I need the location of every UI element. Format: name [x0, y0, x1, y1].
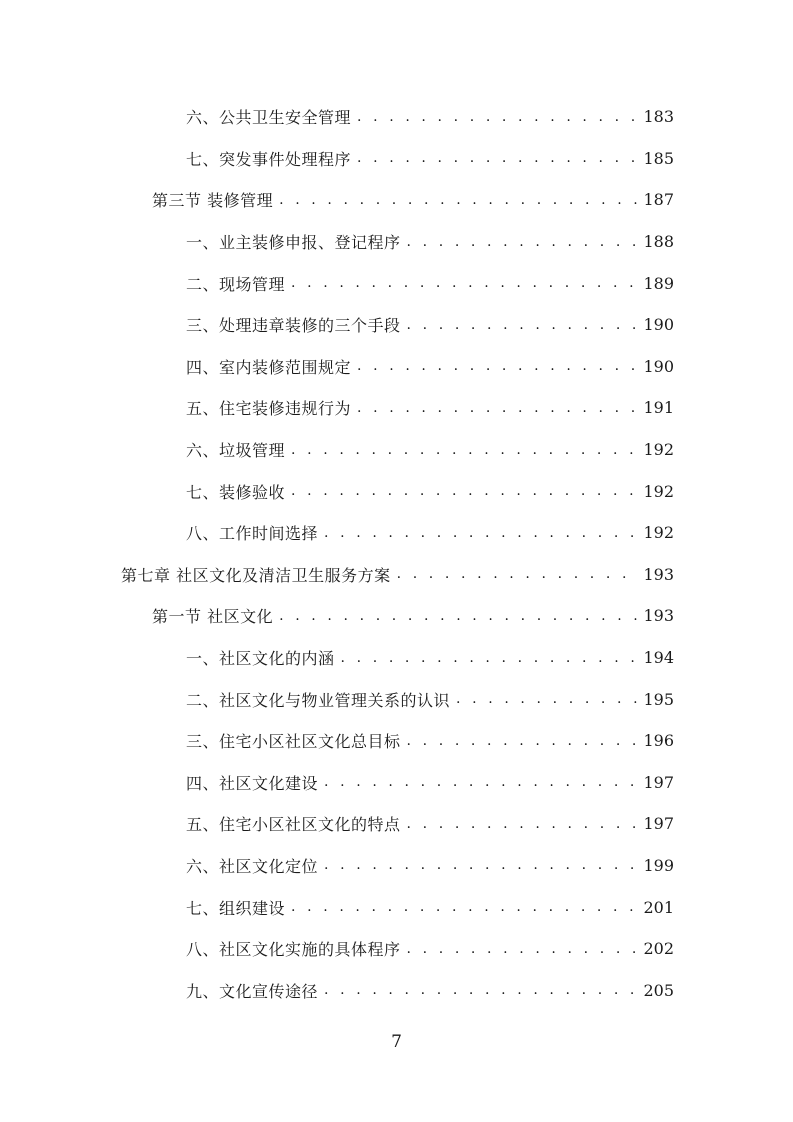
toc-entry[interactable]	[0, 595, 793, 637]
toc-entry-title: 三、住宅小区社区文化总目标	[186, 732, 401, 752]
toc-entry-title: 七、装修验收	[186, 482, 286, 502]
toc-entry-title: 八、社区文化实施的具体程序	[186, 940, 401, 960]
dot-leader	[456, 691, 639, 707]
dot-leader	[291, 483, 639, 499]
toc-entry[interactable]	[0, 262, 793, 304]
toc-entry[interactable]	[0, 179, 793, 221]
dot-leader	[407, 234, 640, 250]
toc-entry-page-number: 189	[643, 273, 674, 293]
toc-entry-page-number: 187	[643, 190, 674, 210]
toc-entry[interactable]	[0, 886, 793, 928]
toc-entry-title: 七、组织建设	[186, 898, 286, 918]
toc-entry-title: 第七章 社区文化及清洁卫生服务方案	[121, 565, 391, 585]
toc-entry-page-number: 183	[643, 107, 674, 127]
toc-entry-page-number: 194	[643, 648, 674, 668]
toc-entry-title: 七、突发事件处理程序	[186, 149, 352, 169]
toc-entry-page-number: 193	[643, 564, 674, 584]
dot-leader	[324, 774, 639, 790]
toc-entry-title: 六、社区文化定位	[186, 856, 319, 876]
dot-leader	[407, 733, 640, 749]
dot-leader	[291, 899, 639, 915]
toc-entry[interactable]	[0, 637, 793, 679]
toc-entry-title: 第三节 装修管理	[152, 191, 274, 211]
toc-entry-title: 三、处理违章装修的三个手段	[186, 316, 401, 336]
dot-leader	[407, 941, 640, 957]
toc-entry[interactable]	[0, 512, 793, 554]
toc-entry-title: 五、住宅小区社区文化的特点	[186, 815, 401, 835]
dot-leader	[291, 275, 639, 291]
toc-entry[interactable]	[0, 429, 793, 471]
toc-entry[interactable]	[0, 762, 793, 804]
dot-leader	[291, 442, 639, 458]
toc-entry-title: 四、室内装修范围规定	[186, 357, 352, 377]
toc-entry[interactable]	[0, 96, 793, 138]
toc-entry-title: 四、社区文化建设	[186, 773, 319, 793]
toc-entry-title: 八、工作时间选择	[186, 524, 319, 544]
toc-entry-page-number: 192	[643, 481, 674, 501]
page-number: 7	[391, 1032, 402, 1052]
dot-leader	[357, 150, 639, 166]
dot-leader	[357, 358, 639, 374]
toc-entry-page-number: 190	[643, 315, 674, 335]
toc-entry[interactable]	[0, 138, 793, 180]
toc-entry-page-number: 197	[643, 772, 674, 792]
toc-entry-title: 一、业主装修申报、登记程序	[186, 233, 401, 253]
toc-entry[interactable]	[0, 969, 793, 1011]
toc-entry-page-number: 188	[643, 232, 674, 252]
toc-entry-title: 一、社区文化的内涵	[186, 649, 335, 669]
toc-entry[interactable]	[0, 554, 793, 596]
dot-leader	[324, 857, 639, 873]
toc-entry[interactable]	[0, 387, 793, 429]
toc-entry-page-number: 197	[643, 814, 674, 834]
dot-leader	[357, 400, 639, 416]
toc-entry[interactable]	[0, 803, 793, 845]
dot-leader	[324, 982, 639, 998]
toc-entry[interactable]	[0, 221, 793, 263]
toc-entry[interactable]	[0, 678, 793, 720]
toc-entry-title: 二、社区文化与物业管理关系的认识	[186, 690, 451, 710]
toc-entry-title: 五、住宅装修违规行为	[186, 399, 352, 419]
toc-entry-page-number: 185	[643, 148, 674, 168]
dot-leader	[324, 525, 639, 541]
toc-entry-page-number: 192	[643, 440, 674, 460]
toc-entry-title: 第一节 社区文化	[152, 607, 274, 627]
toc-entry-page-number: 190	[643, 356, 674, 376]
toc-entry-page-number: 191	[643, 398, 674, 418]
toc-entry-page-number: 193	[643, 606, 674, 626]
toc-entry-title: 九、文化宣传途径	[186, 981, 319, 1001]
toc-entry-page-number: 192	[643, 523, 674, 543]
dot-leader	[397, 566, 640, 582]
dot-leader	[407, 317, 640, 333]
dot-leader	[279, 608, 639, 624]
toc-entry[interactable]	[0, 304, 793, 346]
toc-entry[interactable]	[0, 470, 793, 512]
toc-entry[interactable]	[0, 720, 793, 762]
toc-entry-page-number: 202	[643, 939, 674, 959]
dot-leader	[279, 192, 639, 208]
dot-leader	[341, 650, 640, 666]
dot-leader	[407, 816, 640, 832]
dot-leader	[357, 109, 639, 125]
toc-entry-page-number: 195	[643, 689, 674, 709]
table-of-contents	[0, 96, 793, 1011]
toc-entry-page-number: 205	[643, 980, 674, 1000]
toc-entry-title: 六、公共卫生安全管理	[186, 108, 352, 128]
toc-entry-page-number: 201	[643, 897, 674, 917]
toc-entry-title: 二、现场管理	[186, 274, 286, 294]
toc-entry-title: 六、垃圾管理	[186, 441, 286, 461]
toc-entry-page-number: 199	[643, 855, 674, 875]
toc-entry[interactable]	[0, 346, 793, 388]
toc-entry[interactable]	[0, 845, 793, 887]
toc-entry[interactable]	[0, 928, 793, 970]
toc-entry-page-number: 196	[643, 731, 674, 751]
